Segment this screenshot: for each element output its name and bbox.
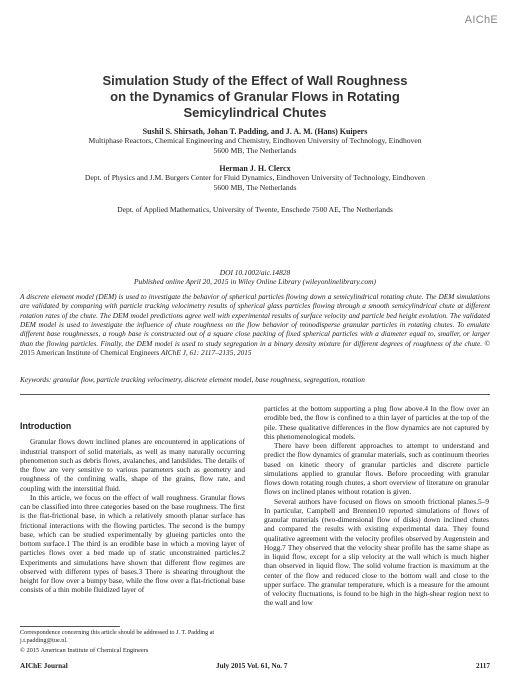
- publication-note: Published online April 20, 2015 in Wiley Online Library (wileyonlinelibrary.com): [134, 277, 376, 287]
- affiliation: Multiphase Reactors, Chemical Engineering and Chemistry, Eindhoven University of Technology, Eindhoven: [88, 136, 422, 146]
- abstract-citation: AIChE J, 61: 2117–2135, 2015: [160, 348, 252, 358]
- keywords: Keywords: granular flow, particle tracking velocimetry, discrete element model, base roughness, segregation, rotation: [20, 375, 365, 384]
- paragraph: Granular flows down inclined planes are encountered in applications of industrial transport of solid materials, as well as many naturally occurring phenomenon such as debris flows, avalanches, and landslides. The details of the flow are very sensitive to various parameters such as geometry and roughness of the confining walls, shape of the grains, flow rate, and coupling with the interstitial fluid.: [20, 437, 245, 493]
- doi-link[interactable]: DOI 10.1002/aic.14828: [219, 268, 291, 277]
- affiliation: 5600 MB, The Netherlands: [213, 145, 297, 155]
- abstract-copyright: © 2015 American Institute of Chemical Engineers: [20, 338, 491, 358]
- left-column: [20, 402, 245, 595]
- footer-journal: AIChE Journal: [20, 662, 68, 670]
- title-line: Simulation Study of the Effect of Wall Roughness: [102, 73, 408, 88]
- section-divider: [20, 394, 490, 395]
- journal-tag: AIChE: [464, 14, 498, 26]
- doi-block: [20, 268, 490, 286]
- paragraph: particles at the bottom supporting a plug flow above.4 In the flow over an erodible bed, the flow is confined to a thin layer of particles at the top of the pile. These qualitative differences in the flow dynamics are not captured by this phenomenological models.: [264, 404, 489, 441]
- abstract: [20, 292, 490, 357]
- affiliation: Dept. of Physics and J.M. Burgers Center for Fluid Dynamics, Eindhoven University of Technology, Eindhoven: [84, 173, 426, 183]
- right-column: [264, 404, 489, 608]
- author-names: Herman J. H. Clercx: [219, 164, 291, 173]
- author-group-3: [20, 205, 490, 214]
- paragraph: In this article, we focus on the effect of wall roughness. Granular flows can be classified into three categories based on the base roughness. The first is the flat-frictional base, in which a relatively smooth planar surface has frictional interactions with the flowing particles. The second is the bumpy base, which can be studied experimentally by glueing particles onto the bottom surface.1 The third is an erodible base in which a moving layer of particles flows over a bed made up of static unconstrained particles.2 Experiments and simulations have shown that different flow regimes are observed with different types of bases.3 There is shearing throughout the height for flow over a bumpy base, while the flow over a flat-frictional base consists of a thin mobile fluidized layer of: [20, 492, 245, 595]
- author-group-1: [20, 127, 490, 155]
- correspondence-footnote: Correspondence concerning this article should be addressed to J. T. Padding at j.t.padding@tue.nl.: [20, 629, 215, 644]
- author-names: Sushil S. Shirsath, Johan T. Padding, and J. A. M. (Hans) Kuipers: [142, 127, 368, 136]
- article-title: [60, 73, 450, 121]
- author-group-2: [20, 164, 490, 192]
- footer-page-number: 2117: [476, 662, 490, 670]
- paragraph: There have been different approaches to attempt to understand and predict the flow dynamics of granular materials, such as continuum theories based on kinetic theory of granular particles and discrete particle simulations applied to granular flows. Before proceeding with granular flows down rotating rough chutes, a short overview of literature on granular flows on inclined planes without rotation is given.: [264, 441, 489, 497]
- footnote-rule: [20, 626, 120, 627]
- footer-issue: July 2015 Vol. 61, No. 7: [216, 662, 288, 670]
- title-line: Semicylindrical Chutes: [183, 105, 327, 120]
- affiliation: 5600 MB, The Netherlands: [213, 182, 297, 192]
- abstract-text: A discrete element model (DEM) is used to investigate the behavior of spherical particles flowing down a semicylindrical rotating chute. The DEM simulations are validated by comparing with particle tracking velocimetry results of spherical glass particles flowing through a smooth semicylindrical chute at different rotation rates of the chute. The DEM model predictions agree well with experimental results of surface velocity and particle bed height evolution. The validated DEM model is used to investigate the influence of chute roughness on the flow behavior of monodisperse granular particles in rotating chutes. To emulate different base roughnesses, a rough base is constructed out of a square close packing of fixed spherical particles with a diameter equal to, smaller, or larger than the flowing particles. Finally, the DEM model is used to study segregation in a binary density mixture for different degrees of roughness of the chute.: [20, 292, 490, 348]
- affiliation: Dept. of Applied Mathematics, University of Twente, Enschede 7500 AE, The Netherlands: [117, 205, 393, 214]
- paragraph: Several authors have focused on flows on smooth frictional planes.5–9 In particular, Campbell and Brennen10 reported simulations of flows of granular materials (two-dimensional flow of disks) down inclined chutes and compared the results with existing experimental data. They found qualitative agreement with the velocity profiles observed by Augenstein and Hogg.7 They observed that the velocity shear profile has the same shape as in liquid flow, except for a slip velocity at the wall which is much higher than observed in liquid flow. The solid volume fraction is maximum at the center of the flow and reduced close to the bottom wall and close to the upper surface. The granular temperature, which is a measure for the amount of velocity fluctuations, is found to be high in the high-shear region next to the wall and low: [264, 496, 489, 608]
- copyright-notice: © 2015 American Institute of Chemical Engineers: [20, 647, 149, 654]
- section-heading: Introduction: [20, 421, 72, 431]
- title-line: on the Dynamics of Granular Flows in Rotating: [110, 89, 400, 104]
